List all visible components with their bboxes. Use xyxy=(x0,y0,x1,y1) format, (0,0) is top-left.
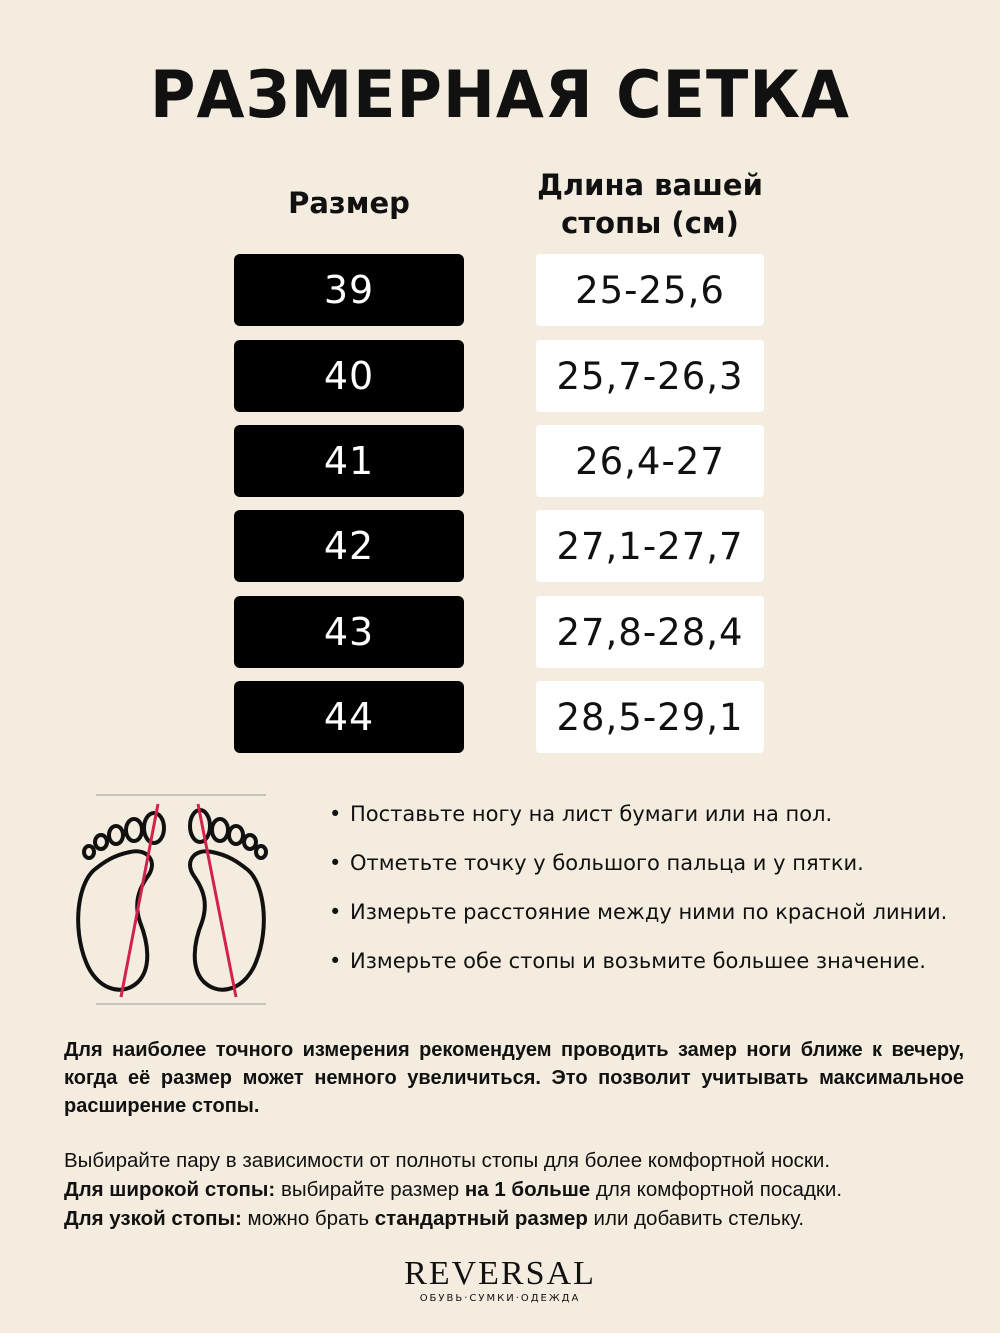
fit-tips xyxy=(64,1146,964,1233)
length-cell: 25,7-26,3 xyxy=(536,340,764,412)
tips-intro: Выбирайте пару в зависимости от полноты стопы для более комфортной носки. xyxy=(64,1149,831,1172)
feet-measurement-icon xyxy=(66,792,276,1007)
wide-bold: на 1 больше xyxy=(464,1178,591,1201)
length-cell: 28,5-29,1 xyxy=(536,681,764,753)
table-row xyxy=(0,254,1000,328)
bullet-icon: • xyxy=(329,851,342,875)
instruction-text: Отметьте точку у большого пальца и у пятки. xyxy=(350,851,864,875)
measurement-note: Для наиболее точного измерения рекомендуем проводить замер ноги ближе к вечеру, когда её размер может немного увеличиться. Это позволит учитывать максимальное расширение стопы. xyxy=(64,1039,964,1117)
size-cell: 44 xyxy=(234,681,464,753)
instructions-list xyxy=(326,802,966,998)
narrow-bold: стандартный размер xyxy=(374,1207,588,1230)
bullet-icon: • xyxy=(329,949,342,973)
wide-label: Для широкой стопы: xyxy=(64,1178,276,1201)
narrow-text: можно брать xyxy=(241,1207,375,1230)
wide-text: выбирайте размер xyxy=(275,1178,465,1201)
instruction-item xyxy=(326,851,966,900)
bullet-icon: • xyxy=(329,900,342,924)
size-cell: 41 xyxy=(234,425,464,497)
instruction-text: Измерьте обе стопы и возьмите большее значение. xyxy=(350,949,926,973)
length-cell: 25-25,6 xyxy=(536,254,764,326)
size-cell: 40 xyxy=(234,340,464,412)
narrow-text-end: или добавить стельку. xyxy=(587,1207,805,1230)
length-header-line2: стопы (см) xyxy=(561,206,739,240)
table-row xyxy=(0,596,1000,670)
instruction-item xyxy=(326,949,966,998)
table-row xyxy=(0,681,1000,755)
size-cell: 39 xyxy=(234,254,464,326)
instruction-text: Поставьте ногу на лист бумаги или на пол. xyxy=(350,802,833,826)
table-row xyxy=(0,510,1000,584)
size-cell: 43 xyxy=(234,596,464,668)
size-column-header: Размер xyxy=(288,186,410,220)
tips-wide xyxy=(64,1175,964,1204)
narrow-label: Для узкой стопы: xyxy=(64,1207,242,1230)
instruction-item xyxy=(326,900,966,949)
page-title: РАЗМЕРНАЯ СЕТКА xyxy=(150,56,850,133)
length-header-line1: Длина вашей xyxy=(537,168,763,202)
length-cell: 26,4-27 xyxy=(536,425,764,497)
instruction-text: Измерьте расстояние между ними по красной линии. xyxy=(350,900,948,924)
length-cell: 27,8-28,4 xyxy=(536,596,764,668)
wide-text-end: для комфортной посадки. xyxy=(590,1178,843,1201)
length-cell: 27,1-27,7 xyxy=(536,510,764,582)
bullet-icon: • xyxy=(329,802,342,826)
table-row xyxy=(0,425,1000,499)
length-column-header xyxy=(520,166,780,242)
size-cell: 42 xyxy=(234,510,464,582)
brand-tagline: ОБУВЬ·СУМКИ·ОДЕЖДА xyxy=(419,1293,581,1304)
table-row xyxy=(0,340,1000,414)
instruction-item xyxy=(326,802,966,851)
brand-logo: REVERSAL xyxy=(404,1255,596,1292)
tips-narrow xyxy=(64,1204,964,1233)
